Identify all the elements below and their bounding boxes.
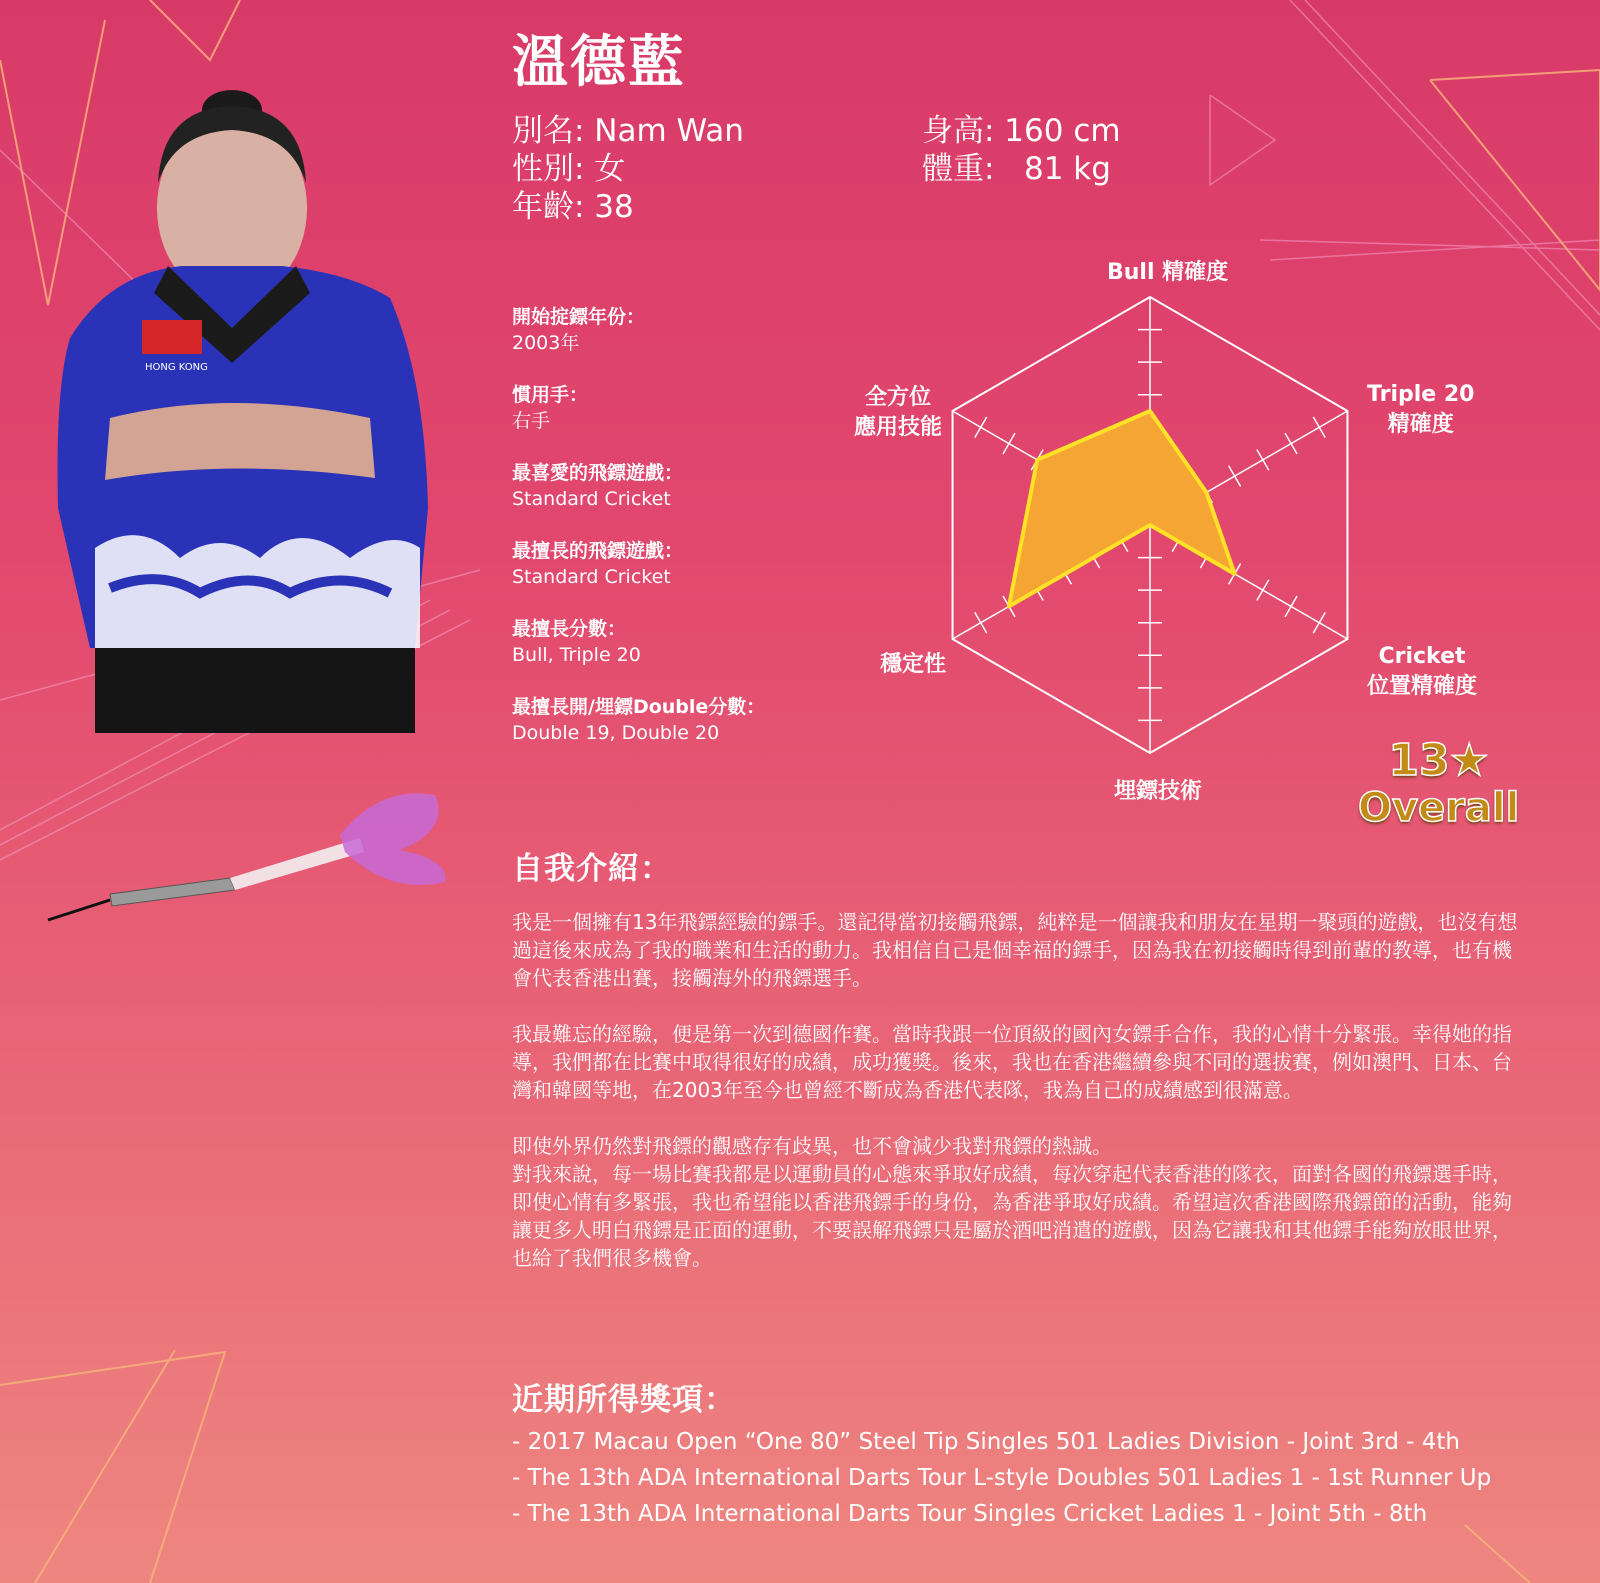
radar-tick [1285,596,1297,617]
details-list [512,304,765,772]
overall-badge [1358,735,1520,832]
detail-start-year: 開始掟鏢年份： 2003年 [512,306,646,354]
radar-label-cricket: Cricket 位置精確度 [1367,644,1478,699]
intro-paragraph-3a: 即使外界仍然對飛鏢的觀感存有歧異，也不會減少我對飛鏢的熱誠。 [512,1134,1112,1158]
detail-best-double: 最擅長開/埋鏢Double分數： Double 19, Double 20 [512,696,766,744]
radar-label-stability: 穩定性 [880,652,947,677]
radar-chart [940,290,1360,770]
radar-tick [1257,580,1269,601]
radar-label-finish: 埋鏢技術 [1114,779,1203,804]
award-item: - The 13th ADA International Darts Tour Singles Cricket Ladies 1 - Joint 5th - 8th [512,1501,1428,1527]
radar-tick [1003,433,1015,454]
intro-paragraph-1: 我是一個擁有13年飛鏢經驗的鏢手。還記得當初接觸飛鏢，純粹是一個讓我和朋友在星期一聚頭的遊戲，也沒有想過這後來成為了我的職業和生活的動力。我相信自己是個幸福的鏢手，因為我在初接觸時得到前輩的教導，也有機會代表香港出賽，接觸海外的飛鏢選手。 [512,910,1518,990]
intro-paragraph-3b: 對我來說，每一場比賽我都是以運動員的心態來爭取好成績，每次穿起代表香港的隊衣，面對各國的飛鏢選手時，即使心情有多緊張，我也希望能以香港飛鏢手的身份，為香港爭取好成績。希望這次香港國際飛鏢節的活動，能夠讓更多人明白飛鏢是正面的運動，不要誤解飛鏢只是屬於酒吧消遣的遊戲，因為它讓我和其他鏢手能夠放眼世界，也給了我們很多機會。 [512,1162,1512,1270]
radar-label-triple20: Triple 20 精確度 [1367,382,1475,437]
overall-label: Overall [1358,785,1520,831]
height: 身高: 160 cm [922,113,1121,149]
radar-tick [1229,466,1241,487]
radar-tick [975,417,987,438]
profile-right [922,112,1121,188]
radar-area [1009,411,1235,606]
dart-illustration [40,790,460,930]
intro-title: 自我介紹： [512,851,672,887]
award-item: - 2017 Macau Open “One 80” Steel Tip Singles 501 Ladies Division - Joint 3rd - 4th [512,1429,1460,1455]
detail-best-game: 最擅長的飛鏢遊戲： Standard Cricket [512,540,684,588]
age: 年齡: 38 [512,189,634,225]
overall-rating: 13★ [1388,735,1490,786]
award-item: - The 13th ADA International Darts Tour L-style Doubles 501 Ladies 1 - 1st Runner Up [512,1465,1492,1491]
player-name: 溫德藍 [512,30,686,95]
radar-label-allround: 全方位 應用技能 [854,385,943,440]
detail-favorite-game: 最喜愛的飛鏢遊戲： Standard Cricket [512,462,684,510]
intro-text [512,908,1522,1300]
flag-label: HONG KONG [145,362,208,373]
radar-tick [1257,449,1269,470]
detail-best-score: 最擅長分數： Bull, Triple 20 [512,618,641,666]
awards-title: 近期所得獎項： [512,1382,736,1418]
alias: 別名: Nam Wan [512,113,744,149]
profile-left [512,112,744,226]
radar-label-bull: Bull 精確度 [1107,260,1229,285]
gender: 性別: 女 [512,151,626,187]
player-photo [50,88,440,733]
radar-tick [1313,612,1325,633]
detail-hand: 慣用手： 右手 [512,384,589,432]
awards-list [512,1424,1491,1532]
intro-paragraph-2: 我最難忘的經驗，便是第一次到德國作賽。當時我跟一位頂級的國內女鏢手合作，我的心情十分緊張。幸得她的指導，我們都在比賽中取得很好的成績，成功獲獎。後來，我也在香港繼續參與不同的選拔賽，例如澳門、日本、台灣和韓國等地，在2003年至今也曾經不斷成為香港代表隊，我為自己的成績感到很滿意。 [512,1022,1512,1102]
radar-tick [975,612,987,633]
radar-tick [1285,433,1297,454]
radar-tick [1313,417,1325,438]
weight: 體重: 81 kg [922,151,1111,187]
